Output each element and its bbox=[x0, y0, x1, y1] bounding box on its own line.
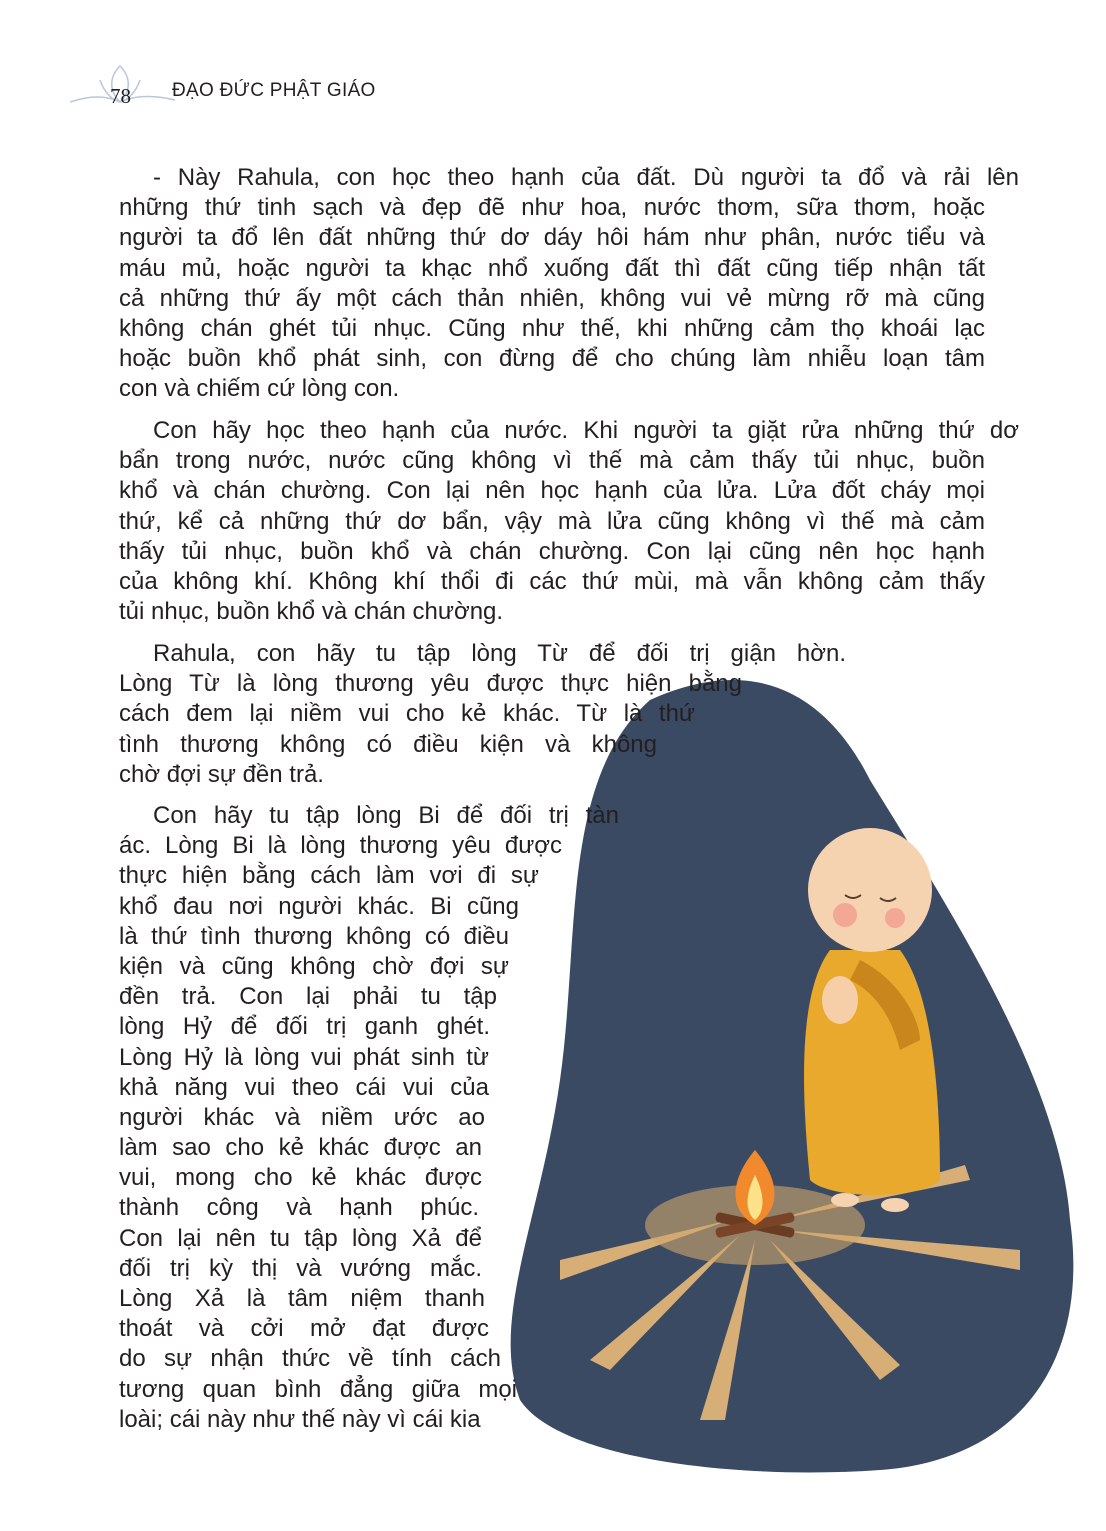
text-line: là thứ tình thương không có điều bbox=[119, 922, 509, 950]
text-line: - Này Rahula, con học theo hạnh của đất. Dù người ta đổ và rải lên bbox=[153, 164, 1019, 191]
text-line: của không khí. Không khí thổi đi các thứ mùi, mà vẫn không cảm thấy bbox=[119, 567, 985, 595]
text-line: không chán ghét tủi nhục. Cũng như thế, khi những cảm thọ khoái lạc bbox=[119, 314, 985, 342]
text-line: thoát và cởi mở đạt được bbox=[119, 1315, 489, 1343]
text-line: đền trả. Con lại phải tu tập bbox=[119, 983, 497, 1011]
paragraph-loving-kindness bbox=[119, 639, 846, 790]
text-line: Rahula, con hãy tu tập lòng Từ để đối trị giận hờn. bbox=[153, 640, 846, 667]
paragraph-earth bbox=[119, 163, 1019, 405]
night-background bbox=[511, 680, 1074, 1472]
text-line: cả những thứ ấy một cách thản nhiên, không vui vẻ mừng rỡ mà cũng bbox=[119, 284, 985, 312]
text-line: người khác và niềm ước ao bbox=[119, 1103, 485, 1131]
text-line: làm sao cho kẻ khác được an bbox=[119, 1134, 482, 1162]
text-line: khổ và chán chường. Con lại nên học hạnh của lửa. Lửa đốt cháy mọi bbox=[119, 477, 985, 505]
text-line: do sự nhận thức về tính cách bbox=[119, 1345, 501, 1373]
text-line: chờ đợi sự đền trả. bbox=[119, 760, 324, 788]
text-line: con và chiếm cứ lòng con. bbox=[119, 375, 400, 403]
text-line: vui, mong cho kẻ khác được bbox=[119, 1164, 482, 1192]
text-line: thành công và hạnh phúc. bbox=[119, 1194, 479, 1222]
text-line: Lòng Xả là tâm niệm thanh bbox=[119, 1285, 485, 1312]
text-line: tương quan bình đẳng giữa mọi bbox=[119, 1375, 517, 1403]
text-line: đối trị kỳ thị và vướng mắc. bbox=[119, 1254, 482, 1282]
text-line: bẩn trong nước, nước cũng không vì thế mà cảm thấy tủi nhục, buồn bbox=[119, 447, 985, 475]
text-line: Con hãy học theo hạnh của nước. Khi người ta giặt rửa những thứ dơ bbox=[153, 417, 1019, 444]
text-line: Lòng Từ là lòng thương yêu được thực hiện bằng bbox=[119, 670, 742, 698]
text-line: lòng Hỷ để đối trị ganh ghét. bbox=[119, 1013, 490, 1041]
text-line: Lòng Hỷ là lòng vui phát sinh từ bbox=[119, 1043, 489, 1071]
young-monk bbox=[804, 828, 940, 1212]
text-line: Con hãy tu tập lòng Bi để đối trị tàn bbox=[153, 802, 619, 829]
text-line: máu mủ, hoặc người ta khạc nhổ xuống đất thì đất cũng tiếp nhận tất bbox=[119, 254, 985, 282]
text-line: loài; cái này như thế này vì cái kia bbox=[119, 1405, 481, 1433]
text-line: những thứ tinh sạch và đẹp đẽ như hoa, nước thơm, sữa thơm, hoặc bbox=[119, 194, 985, 222]
text-line: kiện và cũng không chờ đợi sự bbox=[119, 952, 509, 980]
text-line: tình thương không có điều kiện và không bbox=[119, 730, 657, 758]
text-line: thực hiện bằng cách làm vơi đi sự bbox=[119, 862, 539, 890]
text-line: Con lại nên tu tập lòng Xả để bbox=[119, 1224, 482, 1252]
paragraph-water-fire-air bbox=[119, 416, 1019, 627]
text-line: cách đem lại niềm vui cho kẻ khác. Từ là thứ bbox=[119, 700, 695, 728]
text-line: khả năng vui theo cái vui của bbox=[119, 1073, 489, 1101]
text-line: thứ, kể cả những thứ dơ bẩn, vậy mà lửa cũng không vì thế mà cảm bbox=[119, 507, 985, 535]
page-number: 78 bbox=[110, 84, 131, 108]
text-line: tủi nhục, buồn khổ và chán chường. bbox=[119, 598, 504, 626]
text-line: thấy tủi nhục, buồn khổ và chán chường. Con lại cũng nên học hạnh bbox=[119, 537, 985, 565]
text-line: ác. Lòng Bi là lòng thương yêu được bbox=[119, 832, 562, 860]
text-line: khổ đau nơi người khác. Bi cũng bbox=[119, 892, 519, 920]
running-title: ĐẠO ĐỨC PHẬT GIÁO bbox=[172, 80, 376, 101]
text-line: người ta đổ lên đất những thứ dơ dáy hôi hám như phân, nước tiểu và bbox=[119, 224, 985, 252]
paragraph-compassion-joy-equanimity bbox=[119, 801, 619, 1435]
text-line: hoặc buồn khổ phát sinh, con đừng để cho chúng làm nhiễu loạn tâm bbox=[119, 345, 985, 373]
